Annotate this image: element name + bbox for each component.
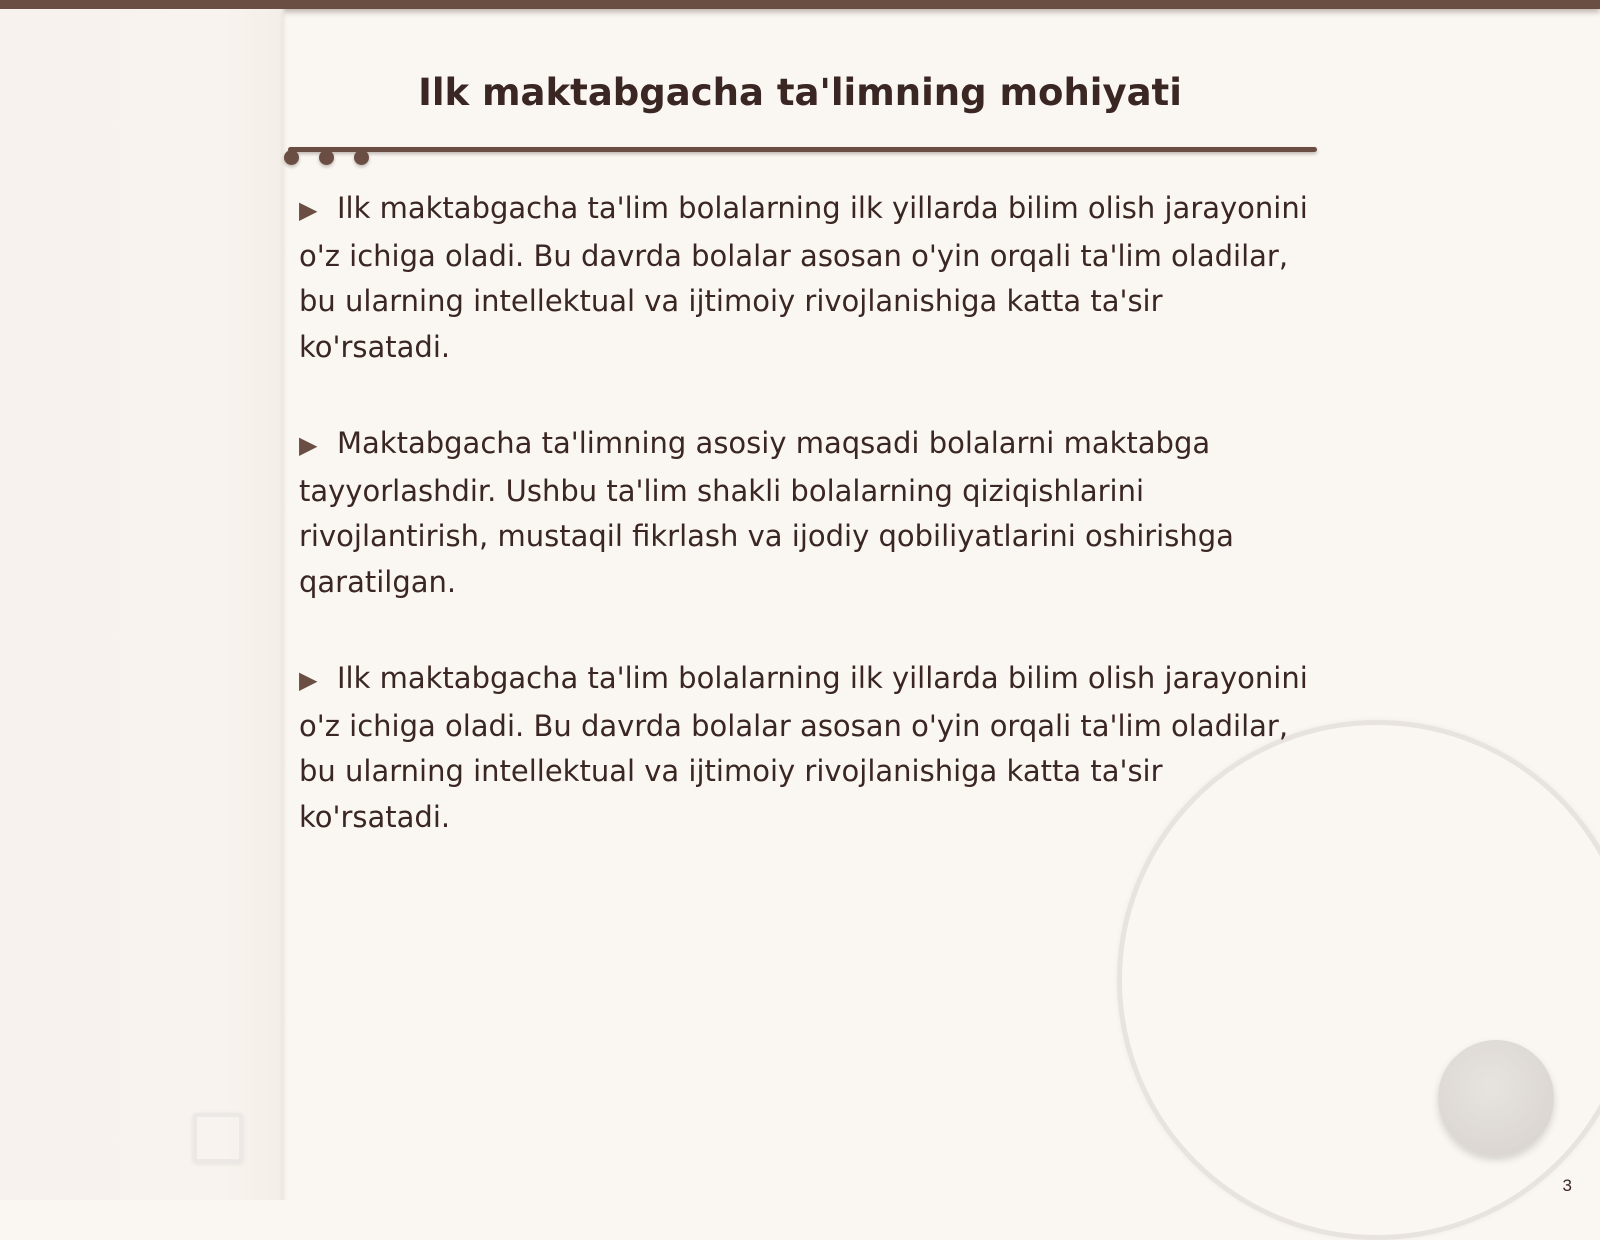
decorative-square	[193, 1113, 243, 1163]
triangle-right-icon: ▶	[299, 666, 318, 694]
underline-dot-3	[354, 150, 369, 165]
bullet-item-1	[299, 186, 1309, 370]
underline-dot-1	[284, 150, 299, 165]
triangle-right-icon: ▶	[299, 431, 318, 459]
underline-dot-2	[319, 150, 334, 165]
side-panel-edge	[279, 9, 287, 1200]
decorative-disc	[1438, 1040, 1554, 1156]
top-accent-bar	[0, 0, 1600, 9]
bullet-text-3: Ilk maktabgacha ta'lim bolalarning ilk yillarda bilim olish jarayonini o'z ichiga oladi. Bu davrda bolalar asosan o'yin orqali ta'lim oladilar, bu ularning intellektual va ijtimoiy rivojlanishiga katta ta'sir ko'rsatadi.	[299, 661, 1308, 834]
slide-title: Ilk maktabgacha ta'limning mohiyati	[418, 71, 1182, 114]
bullet-item-3	[299, 656, 1309, 840]
bullet-item-2	[299, 421, 1309, 605]
triangle-right-icon: ▶	[299, 196, 318, 224]
bullet-text-1: Ilk maktabgacha ta'lim bolalarning ilk yillarda bilim olish jarayonini o'z ichiga oladi. Bu davrda bolalar asosan o'yin orqali ta'lim oladilar, bu ularning intellektual va ijtimoiy rivojlanishiga katta ta'sir ko'rsatadi.	[299, 191, 1308, 364]
bullet-text-2: Maktabgacha ta'limning asosiy maqsadi bolalarni maktabga tayyorlashdir. Ushbu ta'lim shakli bolalarning qiziqishlarini rivojlantirish, mustaqil fikrlash va ijodiy qobiliyatlarini oshirishga qaratilgan.	[299, 426, 1234, 599]
title-underline	[288, 147, 1317, 152]
page-number: 3	[1562, 1176, 1572, 1195]
bullet-list	[299, 186, 1309, 891]
left-side-panel	[0, 9, 283, 1200]
